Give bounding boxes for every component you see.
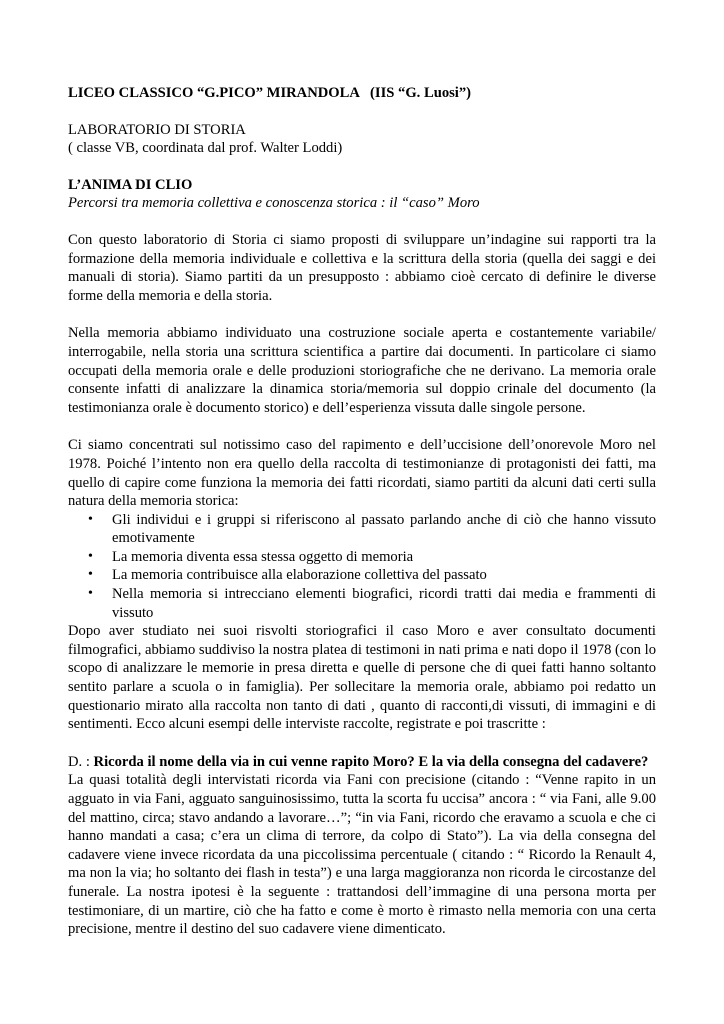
list-item: • Nella memoria si intrecciano elementi biografici, ricordi tratti dai media e frammenti di vissuto <box>88 586 656 621</box>
project-title: L’ANIMA DI CLIO <box>68 176 193 193</box>
bullet-icon: • <box>88 548 93 564</box>
memory-traits-list <box>68 511 656 623</box>
list-item: • La memoria contribuisce alla elaborazione collettiva del passato <box>88 567 487 584</box>
school-heading: LICEO CLASSICO “G.PICO” MIRANDOLA (IIS “G. Luosi”) <box>68 85 472 101</box>
memory-paragraph: Nella memoria abbiamo individuato una costruzione sociale aperta e costantemente variabile/ interrogabile, nella storia una scrittura scientifica a partire dai documenti. In particolare ci siamo occupati della memoria orale e delle produzioni storiografiche che ne derivano. La memoria orale consente infatti di analizzare la dinamica storia/memoria sul doppio crinale del documento (la testimonianza orale è documento storico) e dell’esperienza vissuta dalle singole persone. <box>68 325 656 416</box>
interview-question <box>68 753 656 772</box>
bullet-icon: • <box>88 511 93 527</box>
method-paragraph: Dopo aver studiato nei suoi risvolti storiografici il caso Moro e aver consultato documenti filmografici, abbiamo suddiviso la nostra platea di testimoni in nati prima e nati dopo il 1978 (con lo scopo di analizzare le memorie in presa diretta e quelle di persone che di quei fatti hanno soltanto sentito parlare a scuola o in famiglia). Per sollecitare la memoria orale, abbiamo poi redatto un questionario mirato alla raccolta non tanto di dati , quanto di racconti,di vissuti, di immagini e di sentimenti. Ecco alcuni esempi delle interviste raccolte, registrate e poi trascritte : <box>68 623 656 733</box>
list-item: • La memoria diventa essa stessa oggetto di memoria <box>88 548 414 565</box>
moro-case-paragraph: Ci siamo concentrati sul notissimo caso del rapimento e dell’uccisione dell’onorevole Moro nel 1978. Poiché l’intento non era quello della raccolta di testimonianze di protagonisti dei fatti, ma quello di capire come funziona la memoria dei fatti ricordati, siamo partiti da alcuni dati certi sulla natura della memoria storica: <box>68 437 656 510</box>
lab-title: LABORATORIO DI STORIA <box>68 121 246 138</box>
question-prefix: D. : <box>68 753 94 770</box>
list-item: • Gli individui e i gruppi si riferiscono al passato parlando anche di ciò che hanno vissuto emotivamente <box>88 511 656 547</box>
question-text: Ricorda il nome della via in cui venne rapito Moro? E la via della consegna del cadavere? <box>93 753 649 770</box>
project-subtitle: Percorsi tra memoria collettiva e conoscenza storica : il “caso” Moro <box>68 195 480 212</box>
answers-paragraph: La quasi totalità degli intervistati ricorda via Fani con precisione (citando : “Venne rapito in un agguato in via Fani, agguato sanguinosissimo, tutta la scorta fu uccisa” ancora : “ via Fani, alle 9.00 del mattino, circa; stavo andando a lavorare…”; “in via Fani, ricordo che eravamo a scuola e che ci hanno mandati a casa; c’era un clima di terrore, da colpo di Stato”). La via della consegna del cadavere viene invece ricordata da una piccolissima percentuale ( citando : “ Ricordo la Renault 4, ma non la via; ho soltanto dei flash in testa”) e una larga maggioranza non ricorda le circostanze del funerale. La nostra ipotesi è la seguente : trattandosi dell’immagine di una persona morta per testimoniare, di un martire, ciò che ha fatto e come è morto è rimasto nella memoria con una certa precisione, mentre il destino del suo cadavere viene dimenticato. <box>68 772 656 938</box>
lab-subtitle: ( classe VB, coordinata dal prof. Walter Loddi) <box>68 140 343 157</box>
document-page <box>68 84 656 939</box>
bullet-icon: • <box>88 567 93 583</box>
bullet-icon: • <box>88 586 93 602</box>
intro-paragraph: Con questo laboratorio di Storia ci siamo proposti di sviluppare un’indagine sui rapporti tra la formazione della memoria individuale e collettiva e la scrittura della storia (quella dei saggi e dei manuali di storia). Siamo partiti da un presupposto : abbiamo cioè cercato di definire le diverse forme della memoria e della storia. <box>68 231 656 304</box>
